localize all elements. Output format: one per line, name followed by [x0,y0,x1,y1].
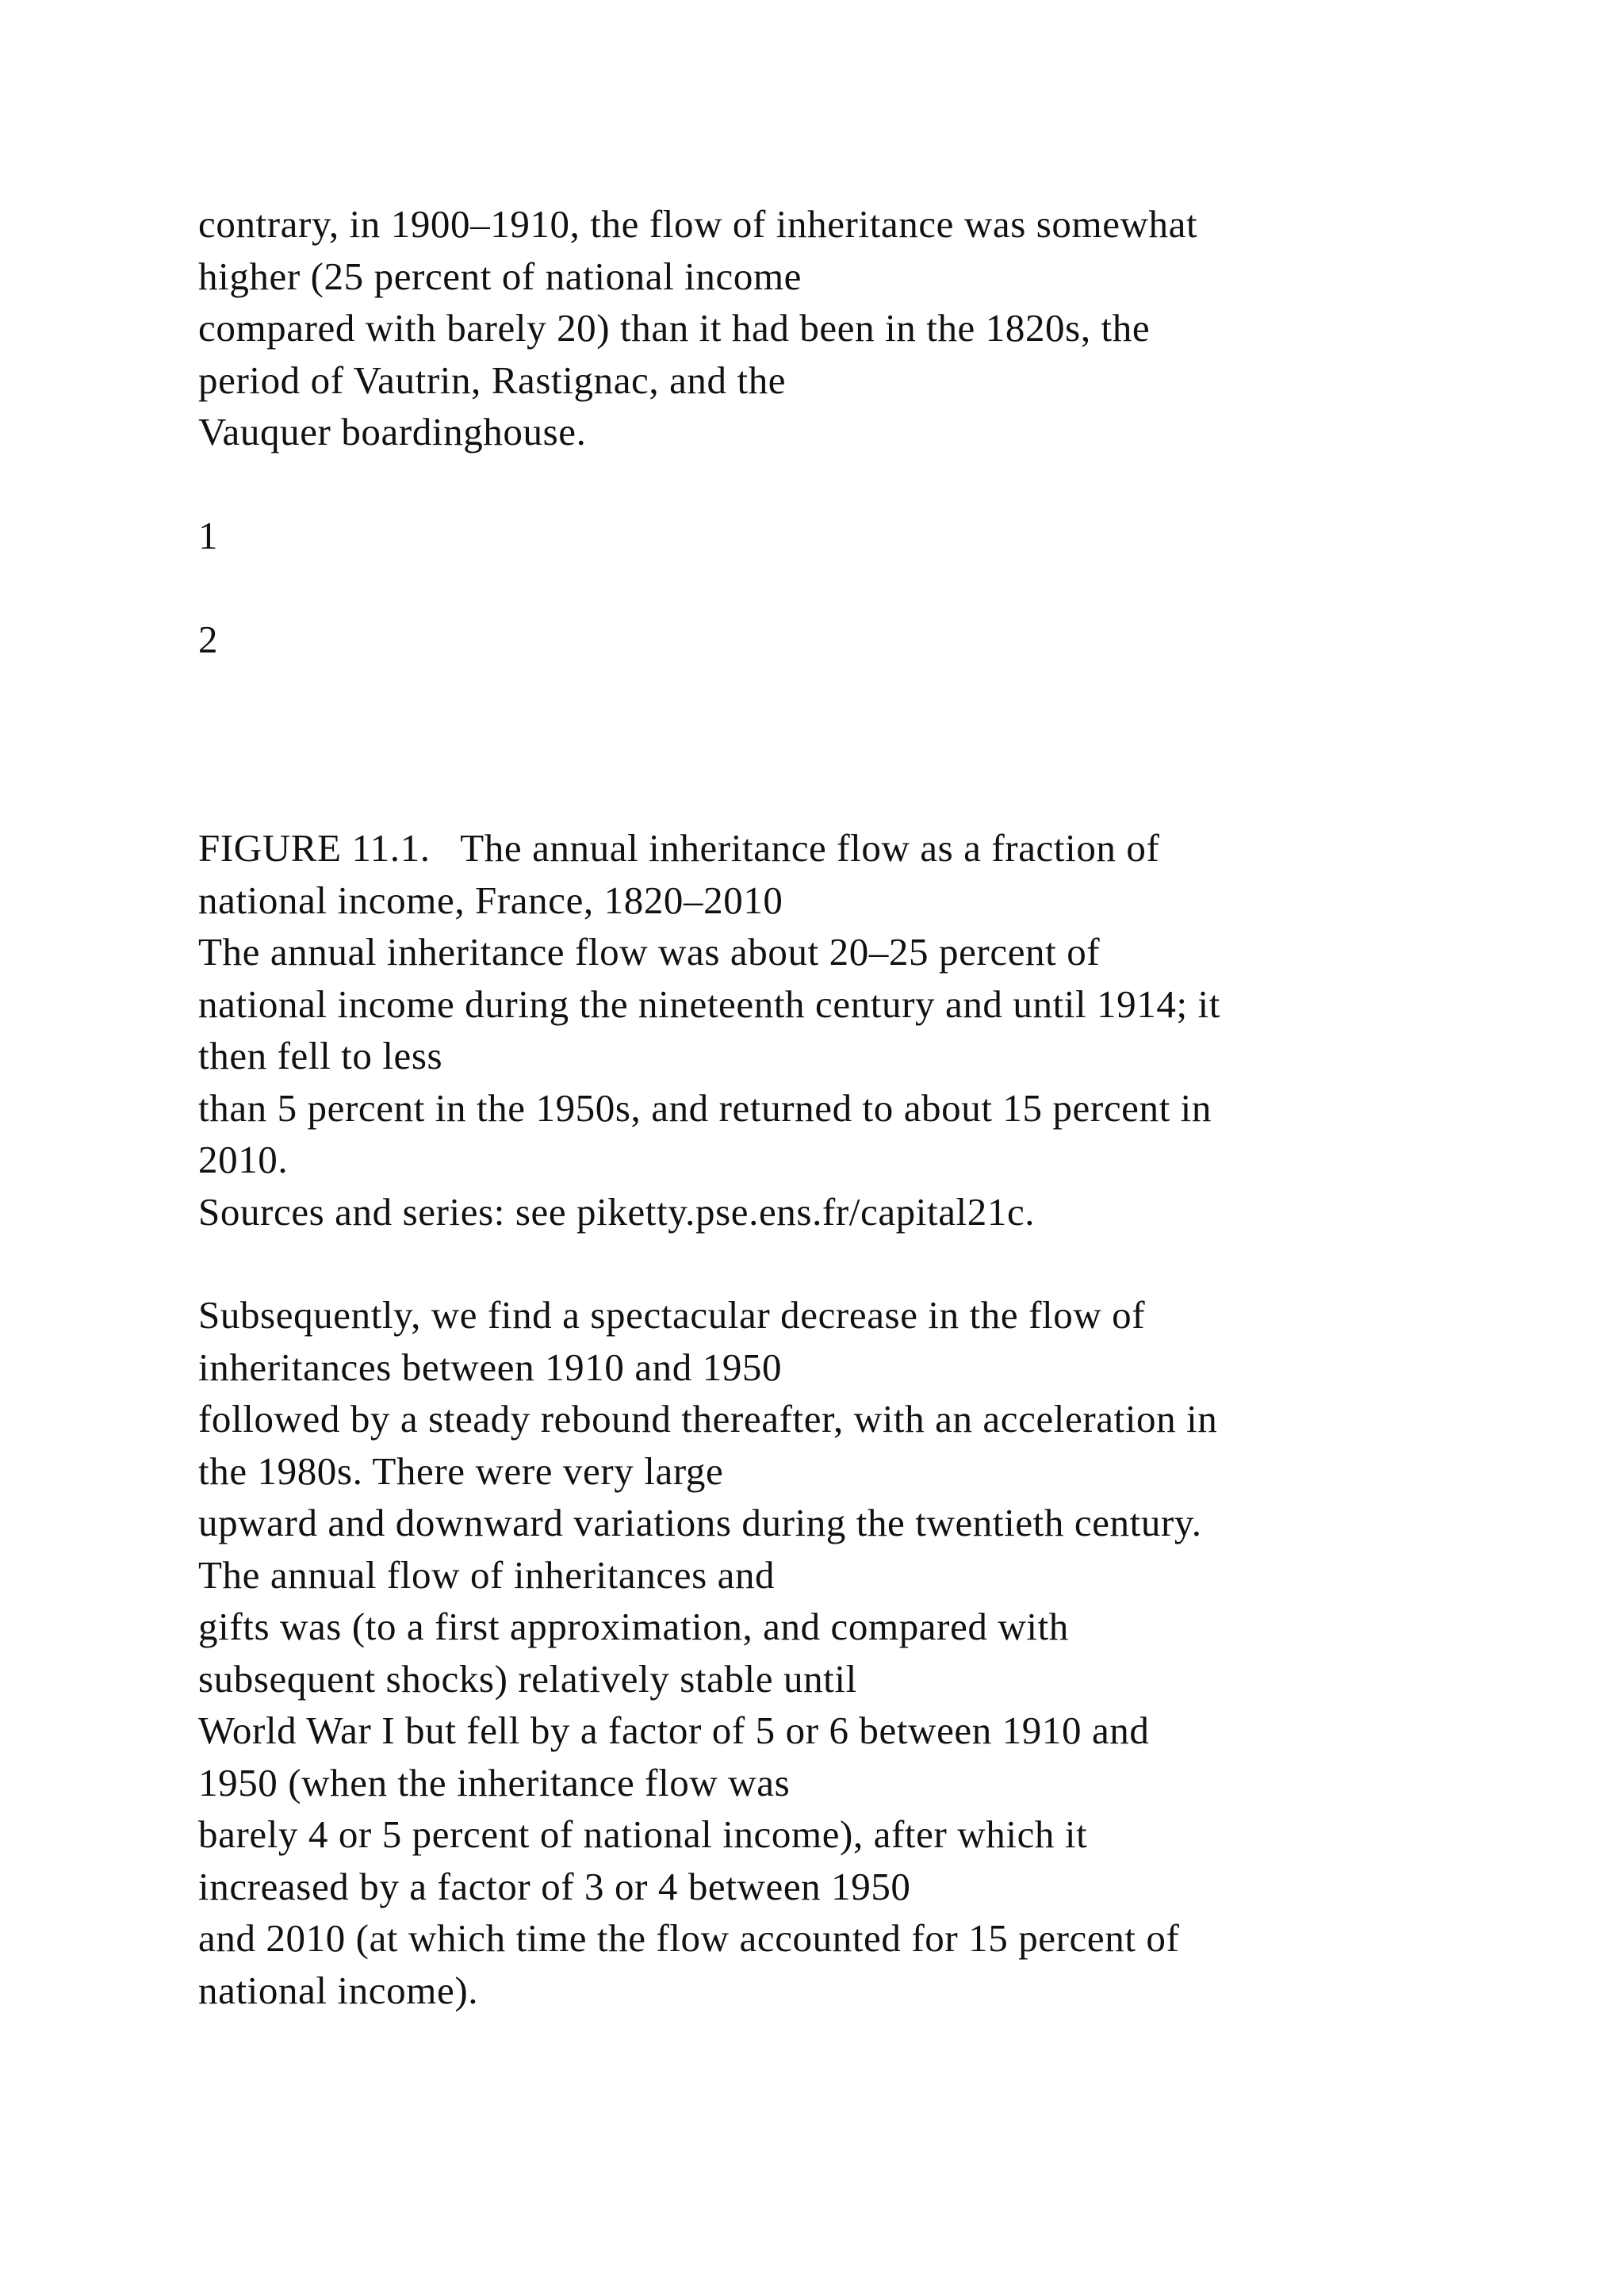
text-line: period of Vautrin, Rastignac, and the [198,358,787,402]
figure-description-line: 2010. [198,1138,289,1181]
text-line: followed by a steady rebound thereafter, with an acceleration in [198,1397,1218,1441]
text-line: Vauquer boardinghouse. [198,410,587,453]
text-line: World War I but fell by a factor of 5 or 6 between 1910 and [198,1709,1150,1752]
figure-title-line: FIGURE 11.1. The annual inheritance flow as a fraction of [198,826,1160,870]
marker-text: 2 [198,618,219,661]
text-line: compared with barely 20) than it had been in the 1820s, the [198,306,1151,350]
text-line: inheritances between 1910 and 1950 [198,1345,783,1389]
text-line: and 2010 (at which time the flow accounted for 15 percent of [198,1916,1180,1960]
figure-description-line: The annual inheritance flow was about 20–25 percent of [198,930,1101,974]
figure-description-line: national income during the nineteenth century and until 1914; it [198,982,1220,1026]
figure-title-line: national income, France, 1820–2010 [198,878,783,922]
text-line: 1950 (when the inheritance flow was [198,1760,791,1804]
text-line: upward and downward variations during the twentieth century. [198,1501,1202,1544]
figure-description-line: then fell to less [198,1034,443,1077]
text-line: contrary, in 1900–1910, the flow of inheritance was somewhat [198,202,1198,246]
text-line: The annual flow of inheritances and [198,1552,776,1597]
figure-description-line: than 5 percent in the 1950s, and returned to about 15 percent in [198,1085,1212,1130]
text-line: the 1980s. There were very large [198,1448,724,1493]
intro-paragraph [198,198,1546,458]
text-line: gifts was (to a first approximation, and compared with [198,1605,1069,1648]
marker-text: 1 [198,514,219,557]
text-line: national income). [198,1968,479,2012]
text-line: subsequent shocks) relatively stable until [198,1656,857,1701]
text-line: higher (25 percent of national income [198,254,802,298]
main-paragraph [198,1289,1546,2016]
figure-sources: Sources and series: see piketty.pse.ens.fr/capital21c. [198,1189,1036,1234]
text-line: increased by a factor of 3 or 4 between 1950 [198,1864,911,1908]
figure-caption [198,822,1546,1238]
text-line: Subsequently, we find a spectacular decrease in the flow of [198,1293,1146,1337]
page-marker-2 [198,614,1546,666]
page-marker-1 [198,510,1546,562]
text-line: barely 4 or 5 percent of national income), after which it [198,1812,1088,1856]
